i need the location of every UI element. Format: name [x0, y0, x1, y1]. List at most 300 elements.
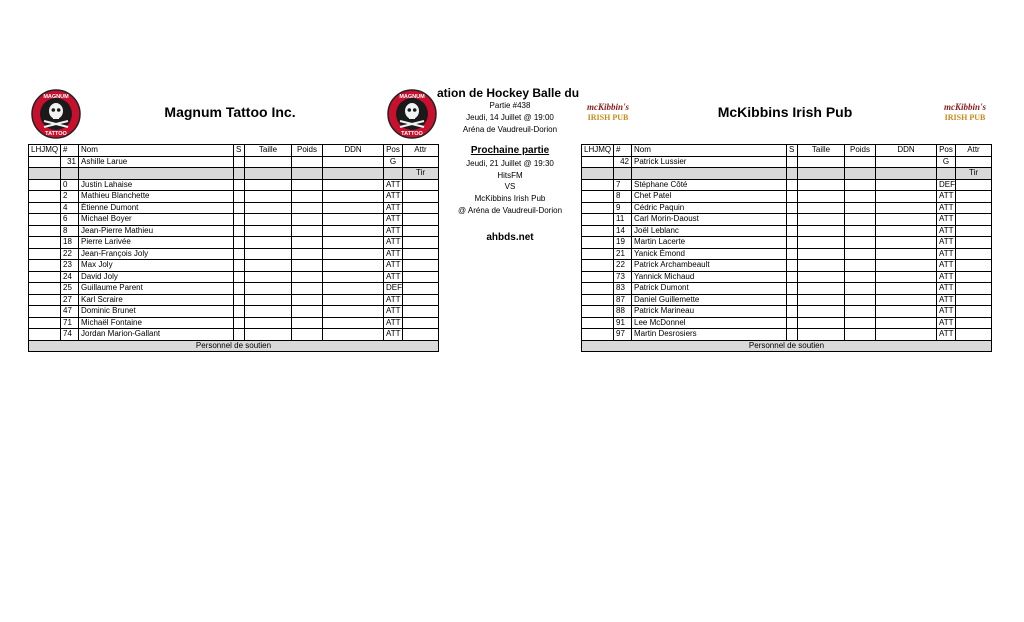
taille-cell: [798, 294, 845, 306]
attr-cell: [956, 294, 992, 306]
next-game-arena: @ Aréna de Vaudreuil-Dorion: [457, 206, 563, 215]
player-name: Dominic Brunet: [79, 306, 234, 318]
lhjmq-cell: [582, 202, 614, 214]
attr-cell: [956, 202, 992, 214]
ddn-cell: [323, 179, 384, 191]
player-position: ATT: [937, 283, 956, 295]
player-name: Mathieu Blanchette: [79, 191, 234, 203]
player-number: 23: [61, 260, 79, 272]
lhjmq-cell: [29, 271, 61, 283]
ddn-cell: [876, 329, 937, 341]
player-number: 24: [61, 271, 79, 283]
ddn-cell: [876, 214, 937, 226]
poids-cell: [845, 225, 876, 237]
lhjmq-cell: [29, 156, 61, 168]
taille-cell: [798, 306, 845, 318]
player-position: ATT: [384, 329, 403, 341]
player-name: Ashille Larue: [79, 156, 234, 168]
attr-cell: [403, 317, 439, 329]
ddn-cell: [323, 156, 384, 168]
league-title: ation de Hockey Balle du: [437, 86, 580, 100]
ddn-cell: [323, 248, 384, 260]
player-number: 8: [614, 191, 632, 203]
separator-cell: [632, 168, 787, 180]
player-position: ATT: [384, 237, 403, 249]
table-row: [29, 271, 439, 283]
table-row: [29, 283, 439, 295]
player-position: ATT: [384, 191, 403, 203]
lhjmq-cell: [582, 237, 614, 249]
taille-cell: [798, 317, 845, 329]
separator-cell: [937, 168, 956, 180]
table-row: [582, 329, 992, 341]
player-name: Patrick Marineau: [632, 306, 787, 318]
player-name: Patrick Dumont: [632, 283, 787, 295]
ddn-cell: [323, 202, 384, 214]
next-game-title: Prochaine partie: [470, 145, 550, 156]
ddn-cell: [876, 283, 937, 295]
attr-cell: [403, 191, 439, 203]
lhjmq-cell: [582, 191, 614, 203]
player-number: 14: [614, 225, 632, 237]
s-cell: [787, 306, 798, 318]
next-game-datetime: Jeudi, 21 Juillet @ 19:30: [466, 159, 554, 168]
taille-cell: [798, 237, 845, 249]
s-cell: [787, 202, 798, 214]
lhjmq-cell: [582, 214, 614, 226]
separator-cell: [234, 168, 245, 180]
taille-cell: [798, 202, 845, 214]
col-taille-header: Taille: [798, 145, 845, 157]
home-team-name: Magnum Tattoo Inc.: [164, 104, 296, 120]
player-number: 97: [614, 329, 632, 341]
ddn-cell: [876, 306, 937, 318]
ddn-cell: [323, 225, 384, 237]
player-position: ATT: [937, 317, 956, 329]
lhjmq-cell: [582, 294, 614, 306]
taille-cell: [798, 271, 845, 283]
header-row: [582, 145, 992, 157]
col-lhjmq-header: LHJMQ: [582, 145, 614, 157]
separator-cell: [845, 168, 876, 180]
goalie-row: [582, 156, 992, 168]
col-s-header: S: [787, 145, 798, 157]
attr-cell: [956, 317, 992, 329]
attr-cell: [956, 225, 992, 237]
s-cell: [234, 306, 245, 318]
player-name: Justin Lahaise: [79, 179, 234, 191]
player-number: 88: [614, 306, 632, 318]
table-row: [29, 225, 439, 237]
player-number: 83: [614, 283, 632, 295]
player-position: ATT: [384, 260, 403, 272]
magnum-tattoo-logo: [30, 89, 82, 139]
taille-cell: [245, 260, 292, 272]
player-number: 27: [61, 294, 79, 306]
taille-cell: [798, 191, 845, 203]
magnum-tattoo-logo-center: [386, 89, 438, 139]
poids-cell: [292, 271, 323, 283]
s-cell: [787, 260, 798, 272]
player-position: ATT: [937, 260, 956, 272]
mckibbins-logo-bottom-text: IRISH PUB: [944, 113, 986, 122]
support-staff-row: [582, 340, 992, 352]
player-number: 42: [614, 156, 632, 168]
attr-cell: [956, 329, 992, 341]
player-number: 22: [61, 248, 79, 260]
taille-cell: [798, 260, 845, 272]
player-position: ATT: [937, 329, 956, 341]
player-name: Jean-François Joly: [79, 248, 234, 260]
separator-cell: [245, 168, 292, 180]
tir-row: [582, 168, 992, 180]
lhjmq-cell: [582, 156, 614, 168]
poids-cell: [845, 191, 876, 203]
s-cell: [234, 214, 245, 226]
attr-cell: [403, 202, 439, 214]
player-number: 31: [61, 156, 79, 168]
taille-cell: [245, 317, 292, 329]
table-row: [582, 179, 992, 191]
table-row: [582, 283, 992, 295]
separator-cell: [292, 168, 323, 180]
col-poids-header: Poids: [292, 145, 323, 157]
player-position: ATT: [384, 294, 403, 306]
poids-cell: [845, 202, 876, 214]
attr-cell: [403, 294, 439, 306]
s-cell: [234, 179, 245, 191]
table-row: [582, 260, 992, 272]
s-cell: [787, 191, 798, 203]
mckibbins-logo: [938, 101, 992, 123]
lhjmq-cell: [29, 260, 61, 272]
separator-cell: [79, 168, 234, 180]
ddn-cell: [876, 248, 937, 260]
col-pos-header: Pos: [384, 145, 403, 157]
table-row: [582, 202, 992, 214]
s-cell: [234, 248, 245, 260]
player-position: ATT: [937, 214, 956, 226]
taille-cell: [798, 283, 845, 295]
taille-cell: [245, 248, 292, 260]
support-staff-row: [29, 340, 439, 352]
table-row: [29, 260, 439, 272]
attr-cell: [403, 306, 439, 318]
ddn-cell: [876, 191, 937, 203]
poids-cell: [845, 156, 876, 168]
player-name: Stéphane Côté: [632, 179, 787, 191]
s-cell: [787, 237, 798, 249]
attr-cell: [956, 214, 992, 226]
poids-cell: [845, 260, 876, 272]
table-row: [582, 306, 992, 318]
away-team-name: McKibbins Irish Pub: [717, 104, 853, 120]
ddn-cell: [876, 271, 937, 283]
player-number: 7: [614, 179, 632, 191]
player-number: 47: [61, 306, 79, 318]
poids-cell: [845, 271, 876, 283]
player-position: DEF: [384, 283, 403, 295]
s-cell: [234, 202, 245, 214]
separator-cell: [29, 168, 61, 180]
col-poids-header: Poids: [845, 145, 876, 157]
s-cell: [787, 329, 798, 341]
player-position: G: [384, 156, 403, 168]
magnum-logo-top-text: MAGNUM: [399, 94, 425, 100]
attr-cell: [403, 214, 439, 226]
separator-cell: [582, 168, 614, 180]
taille-cell: [245, 271, 292, 283]
table-row: [582, 237, 992, 249]
ddn-cell: [876, 202, 937, 214]
s-cell: [787, 317, 798, 329]
player-name: Michaël Fontaine: [79, 317, 234, 329]
col-number-header: #: [614, 145, 632, 157]
goalie-row: [29, 156, 439, 168]
table-row: [582, 294, 992, 306]
table-row: [582, 191, 992, 203]
table-row: [29, 214, 439, 226]
lhjmq-cell: [29, 225, 61, 237]
ddn-cell: [323, 191, 384, 203]
player-position: ATT: [384, 271, 403, 283]
poids-cell: [292, 237, 323, 249]
s-cell: [234, 156, 245, 168]
table-row: [29, 329, 439, 341]
lhjmq-cell: [29, 283, 61, 295]
lhjmq-cell: [582, 271, 614, 283]
lhjmq-cell: [29, 294, 61, 306]
mckibbins-logo-top-text: mcKibbin's: [943, 102, 987, 112]
poids-cell: [292, 179, 323, 191]
lhjmq-cell: [29, 191, 61, 203]
table-row: [29, 317, 439, 329]
player-name: Étienne Dumont: [79, 202, 234, 214]
player-name: Martin Desrosiers: [632, 329, 787, 341]
player-name: Joël Leblanc: [632, 225, 787, 237]
attr-cell: [956, 271, 992, 283]
player-name: Patrick Lussier: [632, 156, 787, 168]
game-arena: Aréna de Vaudreuil-Dorion: [462, 125, 558, 134]
ddn-cell: [876, 294, 937, 306]
magnum-logo-bottom-text: TATTOO: [401, 131, 423, 137]
taille-cell: [245, 179, 292, 191]
poids-cell: [845, 283, 876, 295]
player-number: 74: [61, 329, 79, 341]
table-row: [29, 237, 439, 249]
player-name: Yanick Émond: [632, 248, 787, 260]
ddn-cell: [876, 237, 937, 249]
taille-cell: [245, 214, 292, 226]
lhjmq-cell: [582, 317, 614, 329]
table-row: [29, 179, 439, 191]
poids-cell: [845, 179, 876, 191]
player-number: 11: [614, 214, 632, 226]
magnum-logo-top-text: MAGNUM: [43, 94, 69, 100]
attr-cell: [956, 260, 992, 272]
player-position: ATT: [937, 294, 956, 306]
player-name: Karl Scraire: [79, 294, 234, 306]
s-cell: [234, 260, 245, 272]
s-cell: [787, 271, 798, 283]
player-number: 4: [61, 202, 79, 214]
player-position: ATT: [937, 237, 956, 249]
poids-cell: [292, 294, 323, 306]
s-cell: [234, 271, 245, 283]
player-name: Patrick Archambeault: [632, 260, 787, 272]
taille-cell: [798, 225, 845, 237]
player-name: Yannick Michaud: [632, 271, 787, 283]
col-ddn-header: DDN: [876, 145, 937, 157]
game-datetime: Jeudi, 14 Juillet @ 19:00: [466, 113, 554, 122]
player-position: ATT: [384, 248, 403, 260]
taille-cell: [245, 294, 292, 306]
col-s-header: S: [234, 145, 245, 157]
table-row: [582, 248, 992, 260]
next-game-team2: McKibbins Irish Pub: [474, 194, 546, 203]
col-nom-header: Nom: [632, 145, 787, 157]
s-cell: [234, 294, 245, 306]
game-number: Partie #438: [489, 101, 531, 110]
ddn-cell: [323, 283, 384, 295]
separator-cell: [876, 168, 937, 180]
lhjmq-cell: [29, 214, 61, 226]
taille-cell: [245, 191, 292, 203]
player-name: Michael Boyer: [79, 214, 234, 226]
table-row: [29, 202, 439, 214]
poids-cell: [845, 317, 876, 329]
table-row: [582, 317, 992, 329]
poids-cell: [845, 237, 876, 249]
attr-cell: [403, 329, 439, 341]
attr-cell: [956, 156, 992, 168]
player-position: ATT: [384, 317, 403, 329]
taille-cell: [245, 283, 292, 295]
support-staff-label: Personnel de soutien: [582, 340, 992, 352]
lhjmq-cell: [29, 237, 61, 249]
player-position: DEF: [937, 179, 956, 191]
lhjmq-cell: [29, 306, 61, 318]
player-position: ATT: [937, 248, 956, 260]
lhjmq-cell: [582, 248, 614, 260]
ddn-cell: [876, 317, 937, 329]
col-lhjmq-header: LHJMQ: [29, 145, 61, 157]
table-row: [582, 225, 992, 237]
player-number: 91: [614, 317, 632, 329]
website-link[interactable]: ahbds.net: [486, 232, 534, 243]
poids-cell: [292, 283, 323, 295]
player-position: ATT: [384, 179, 403, 191]
separator-cell: [798, 168, 845, 180]
header-row: [29, 145, 439, 157]
player-name: Cédric Paquin: [632, 202, 787, 214]
player-name: Pierre Larivée: [79, 237, 234, 249]
player-position: ATT: [937, 271, 956, 283]
table-row: [29, 248, 439, 260]
attr-cell: [403, 225, 439, 237]
col-number-header: #: [61, 145, 79, 157]
player-number: 2: [61, 191, 79, 203]
attr-cell: [403, 248, 439, 260]
lhjmq-cell: [582, 283, 614, 295]
lhjmq-cell: [29, 248, 61, 260]
mckibbins-logo-center: [581, 101, 635, 123]
table-row: [582, 271, 992, 283]
col-ddn-header: DDN: [323, 145, 384, 157]
s-cell: [234, 237, 245, 249]
s-cell: [787, 225, 798, 237]
next-game-vs: VS: [504, 182, 516, 191]
player-position: ATT: [937, 191, 956, 203]
tir-label: Tir: [403, 168, 439, 180]
player-name: Martin Lacerte: [632, 237, 787, 249]
magnum-logo-bottom-text: TATTOO: [45, 131, 67, 137]
poids-cell: [292, 191, 323, 203]
s-cell: [234, 329, 245, 341]
ddn-cell: [323, 329, 384, 341]
ddn-cell: [876, 156, 937, 168]
player-name: Carl Morin-Daoust: [632, 214, 787, 226]
player-position: ATT: [937, 202, 956, 214]
player-number: 25: [61, 283, 79, 295]
taille-cell: [245, 237, 292, 249]
s-cell: [234, 317, 245, 329]
attr-cell: [956, 179, 992, 191]
poids-cell: [845, 214, 876, 226]
poids-cell: [845, 306, 876, 318]
table-row: [582, 214, 992, 226]
taille-cell: [798, 179, 845, 191]
s-cell: [234, 225, 245, 237]
poids-cell: [292, 214, 323, 226]
attr-cell: [403, 237, 439, 249]
attr-cell: [403, 283, 439, 295]
poids-cell: [292, 248, 323, 260]
attr-cell: [403, 179, 439, 191]
support-staff-label: Personnel de soutien: [29, 340, 439, 352]
poids-cell: [845, 294, 876, 306]
table-row: [29, 191, 439, 203]
poids-cell: [292, 156, 323, 168]
ddn-cell: [323, 260, 384, 272]
player-number: 0: [61, 179, 79, 191]
poids-cell: [292, 306, 323, 318]
ddn-cell: [323, 214, 384, 226]
player-number: 21: [614, 248, 632, 260]
col-taille-header: Taille: [245, 145, 292, 157]
lhjmq-cell: [582, 329, 614, 341]
player-number: 19: [614, 237, 632, 249]
lhjmq-cell: [582, 260, 614, 272]
lhjmq-cell: [29, 329, 61, 341]
taille-cell: [798, 156, 845, 168]
col-nom-header: Nom: [79, 145, 234, 157]
s-cell: [787, 214, 798, 226]
lhjmq-cell: [582, 225, 614, 237]
ddn-cell: [323, 237, 384, 249]
player-position: ATT: [384, 225, 403, 237]
separator-cell: [614, 168, 632, 180]
away-roster-table: [581, 144, 992, 352]
player-number: 87: [614, 294, 632, 306]
player-name: Guillaume Parent: [79, 283, 234, 295]
separator-cell: [787, 168, 798, 180]
separator-cell: [61, 168, 79, 180]
player-name: Max Joly: [79, 260, 234, 272]
separator-cell: [384, 168, 403, 180]
taille-cell: [798, 214, 845, 226]
player-position: ATT: [384, 202, 403, 214]
